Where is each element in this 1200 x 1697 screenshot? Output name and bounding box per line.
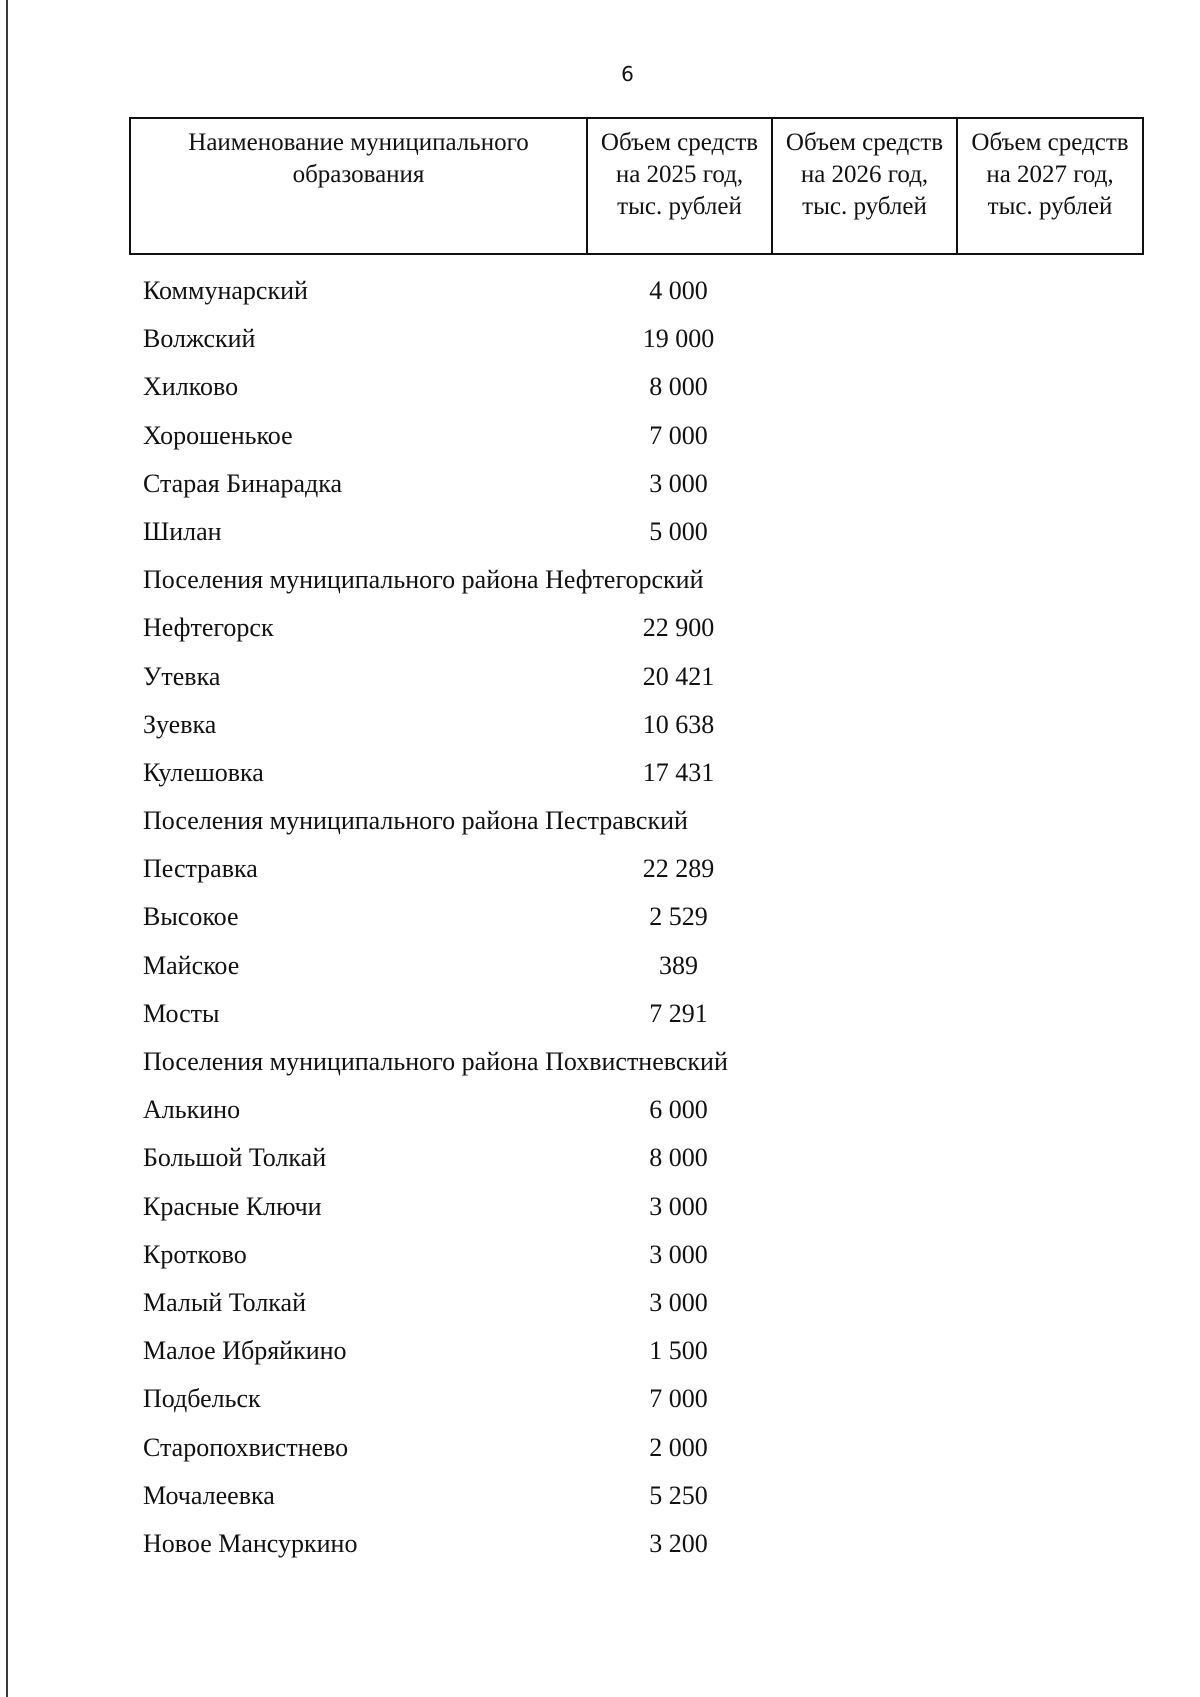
municipality-name: Старая Бинарадка bbox=[143, 468, 343, 498]
municipality-name: Хорошенькое bbox=[143, 420, 293, 450]
table-row bbox=[129, 1520, 1142, 1568]
table-body bbox=[129, 267, 1142, 1568]
table-row bbox=[129, 1134, 1142, 1182]
municipality-name: Старопохвистнево bbox=[143, 1432, 349, 1462]
amount-2025: 5 000 bbox=[649, 516, 708, 546]
municipality-name: Нефтегорск bbox=[143, 613, 274, 643]
amount-2025: 2 000 bbox=[649, 1432, 708, 1462]
table-row bbox=[129, 1424, 1142, 1472]
amount-2025: 8 000 bbox=[649, 372, 708, 402]
page-number: 6 bbox=[621, 62, 634, 86]
municipality-name: Пестравка bbox=[143, 854, 258, 884]
amount-2025: 389 bbox=[659, 950, 698, 980]
municipality-name: Большой Толкай bbox=[143, 1143, 327, 1173]
amount-2025: 8 000 bbox=[649, 1143, 708, 1173]
municipality-name: Малый Толкай bbox=[143, 1287, 306, 1317]
table-row bbox=[129, 1327, 1142, 1375]
amount-2025: 10 638 bbox=[642, 709, 715, 739]
table-row bbox=[129, 1375, 1142, 1423]
table-row bbox=[129, 315, 1142, 363]
header-amount-2025: Объем средств на 2025 год, тыс. рублей bbox=[587, 118, 772, 254]
header-row bbox=[130, 118, 1143, 254]
municipality-name: Высокое bbox=[143, 902, 239, 932]
table-row bbox=[129, 653, 1142, 701]
municipality-name: Шилан bbox=[143, 516, 222, 546]
amount-2025: 5 250 bbox=[649, 1480, 708, 1510]
municipality-name: Хилково bbox=[143, 372, 239, 402]
amount-2025: 19 000 bbox=[642, 324, 715, 354]
municipality-name: Красные Ключи bbox=[143, 1191, 322, 1221]
table-row bbox=[129, 460, 1142, 508]
section-heading-row bbox=[129, 556, 1142, 604]
table-row bbox=[129, 942, 1142, 990]
amount-2025: 22 900 bbox=[642, 613, 715, 643]
amount-2025: 17 431 bbox=[642, 757, 715, 787]
amount-2025: 3 000 bbox=[649, 468, 708, 498]
table-row bbox=[129, 749, 1142, 797]
amount-2025: 2 529 bbox=[649, 902, 708, 932]
amount-2025: 7 000 bbox=[649, 420, 708, 450]
table-row bbox=[129, 1086, 1142, 1134]
amount-2025: 4 000 bbox=[649, 276, 708, 305]
table-row bbox=[129, 990, 1142, 1038]
municipality-name: Утевка bbox=[143, 661, 221, 691]
table-row bbox=[129, 845, 1142, 893]
section-heading: Поселения муниципального района Пестравский bbox=[143, 806, 688, 836]
table-row bbox=[129, 893, 1142, 941]
table-row bbox=[129, 1279, 1142, 1327]
municipality-name: Алькино bbox=[143, 1095, 241, 1125]
table-row bbox=[129, 701, 1142, 749]
table-row bbox=[129, 1231, 1142, 1279]
table-row bbox=[129, 604, 1142, 652]
municipality-name: Кротково bbox=[143, 1239, 247, 1269]
section-heading: Поселения муниципального района Нефтегорский bbox=[143, 565, 704, 595]
municipality-name: Волжский bbox=[143, 324, 256, 354]
amount-2025: 6 000 bbox=[649, 1095, 708, 1125]
section-heading-row bbox=[129, 797, 1142, 845]
table-row bbox=[129, 1472, 1142, 1520]
header-amount-2026: Объем средств на 2026 год, тыс. рублей bbox=[772, 118, 957, 254]
municipality-name: Коммунарский bbox=[143, 276, 308, 305]
section-heading: Поселения муниципального района Похвистневский bbox=[143, 1047, 728, 1076]
section-heading-row bbox=[129, 1038, 1142, 1086]
amount-2025: 7 291 bbox=[649, 998, 708, 1028]
header-municipality-name: Наименование муниципального образования bbox=[130, 118, 587, 254]
amount-2025: 3 000 bbox=[649, 1287, 708, 1317]
municipality-name: Подбельск bbox=[143, 1384, 261, 1414]
municipality-name: Зуевка bbox=[143, 709, 217, 739]
amount-2025: 20 421 bbox=[642, 661, 715, 691]
amount-2025: 3 000 bbox=[649, 1239, 708, 1269]
amount-2025: 7 000 bbox=[649, 1384, 708, 1414]
table-row bbox=[129, 267, 1142, 315]
municipality-name: Майское bbox=[143, 950, 240, 980]
table-row bbox=[129, 508, 1142, 556]
scan-left-edge bbox=[6, 0, 8, 1697]
amount-2025: 1 500 bbox=[649, 1336, 708, 1366]
municipality-name: Кулешовка bbox=[143, 757, 264, 787]
municipality-name: Мосты bbox=[143, 998, 220, 1028]
header-amount-2027: Объем средств на 2027 год, тыс. рублей bbox=[957, 118, 1143, 254]
table-row bbox=[129, 1183, 1142, 1231]
amount-2025: 22 289 bbox=[642, 854, 715, 884]
municipality-name: Новое Мансуркино bbox=[143, 1528, 358, 1558]
table-header bbox=[129, 117, 1144, 255]
amount-2025: 3 000 bbox=[649, 1191, 708, 1221]
table-row bbox=[129, 363, 1142, 411]
municipality-name: Малое Ибряйкино bbox=[143, 1336, 347, 1366]
municipality-name: Мочалеевка bbox=[143, 1480, 275, 1510]
amount-2025: 3 200 bbox=[649, 1528, 708, 1558]
table-row bbox=[129, 412, 1142, 460]
